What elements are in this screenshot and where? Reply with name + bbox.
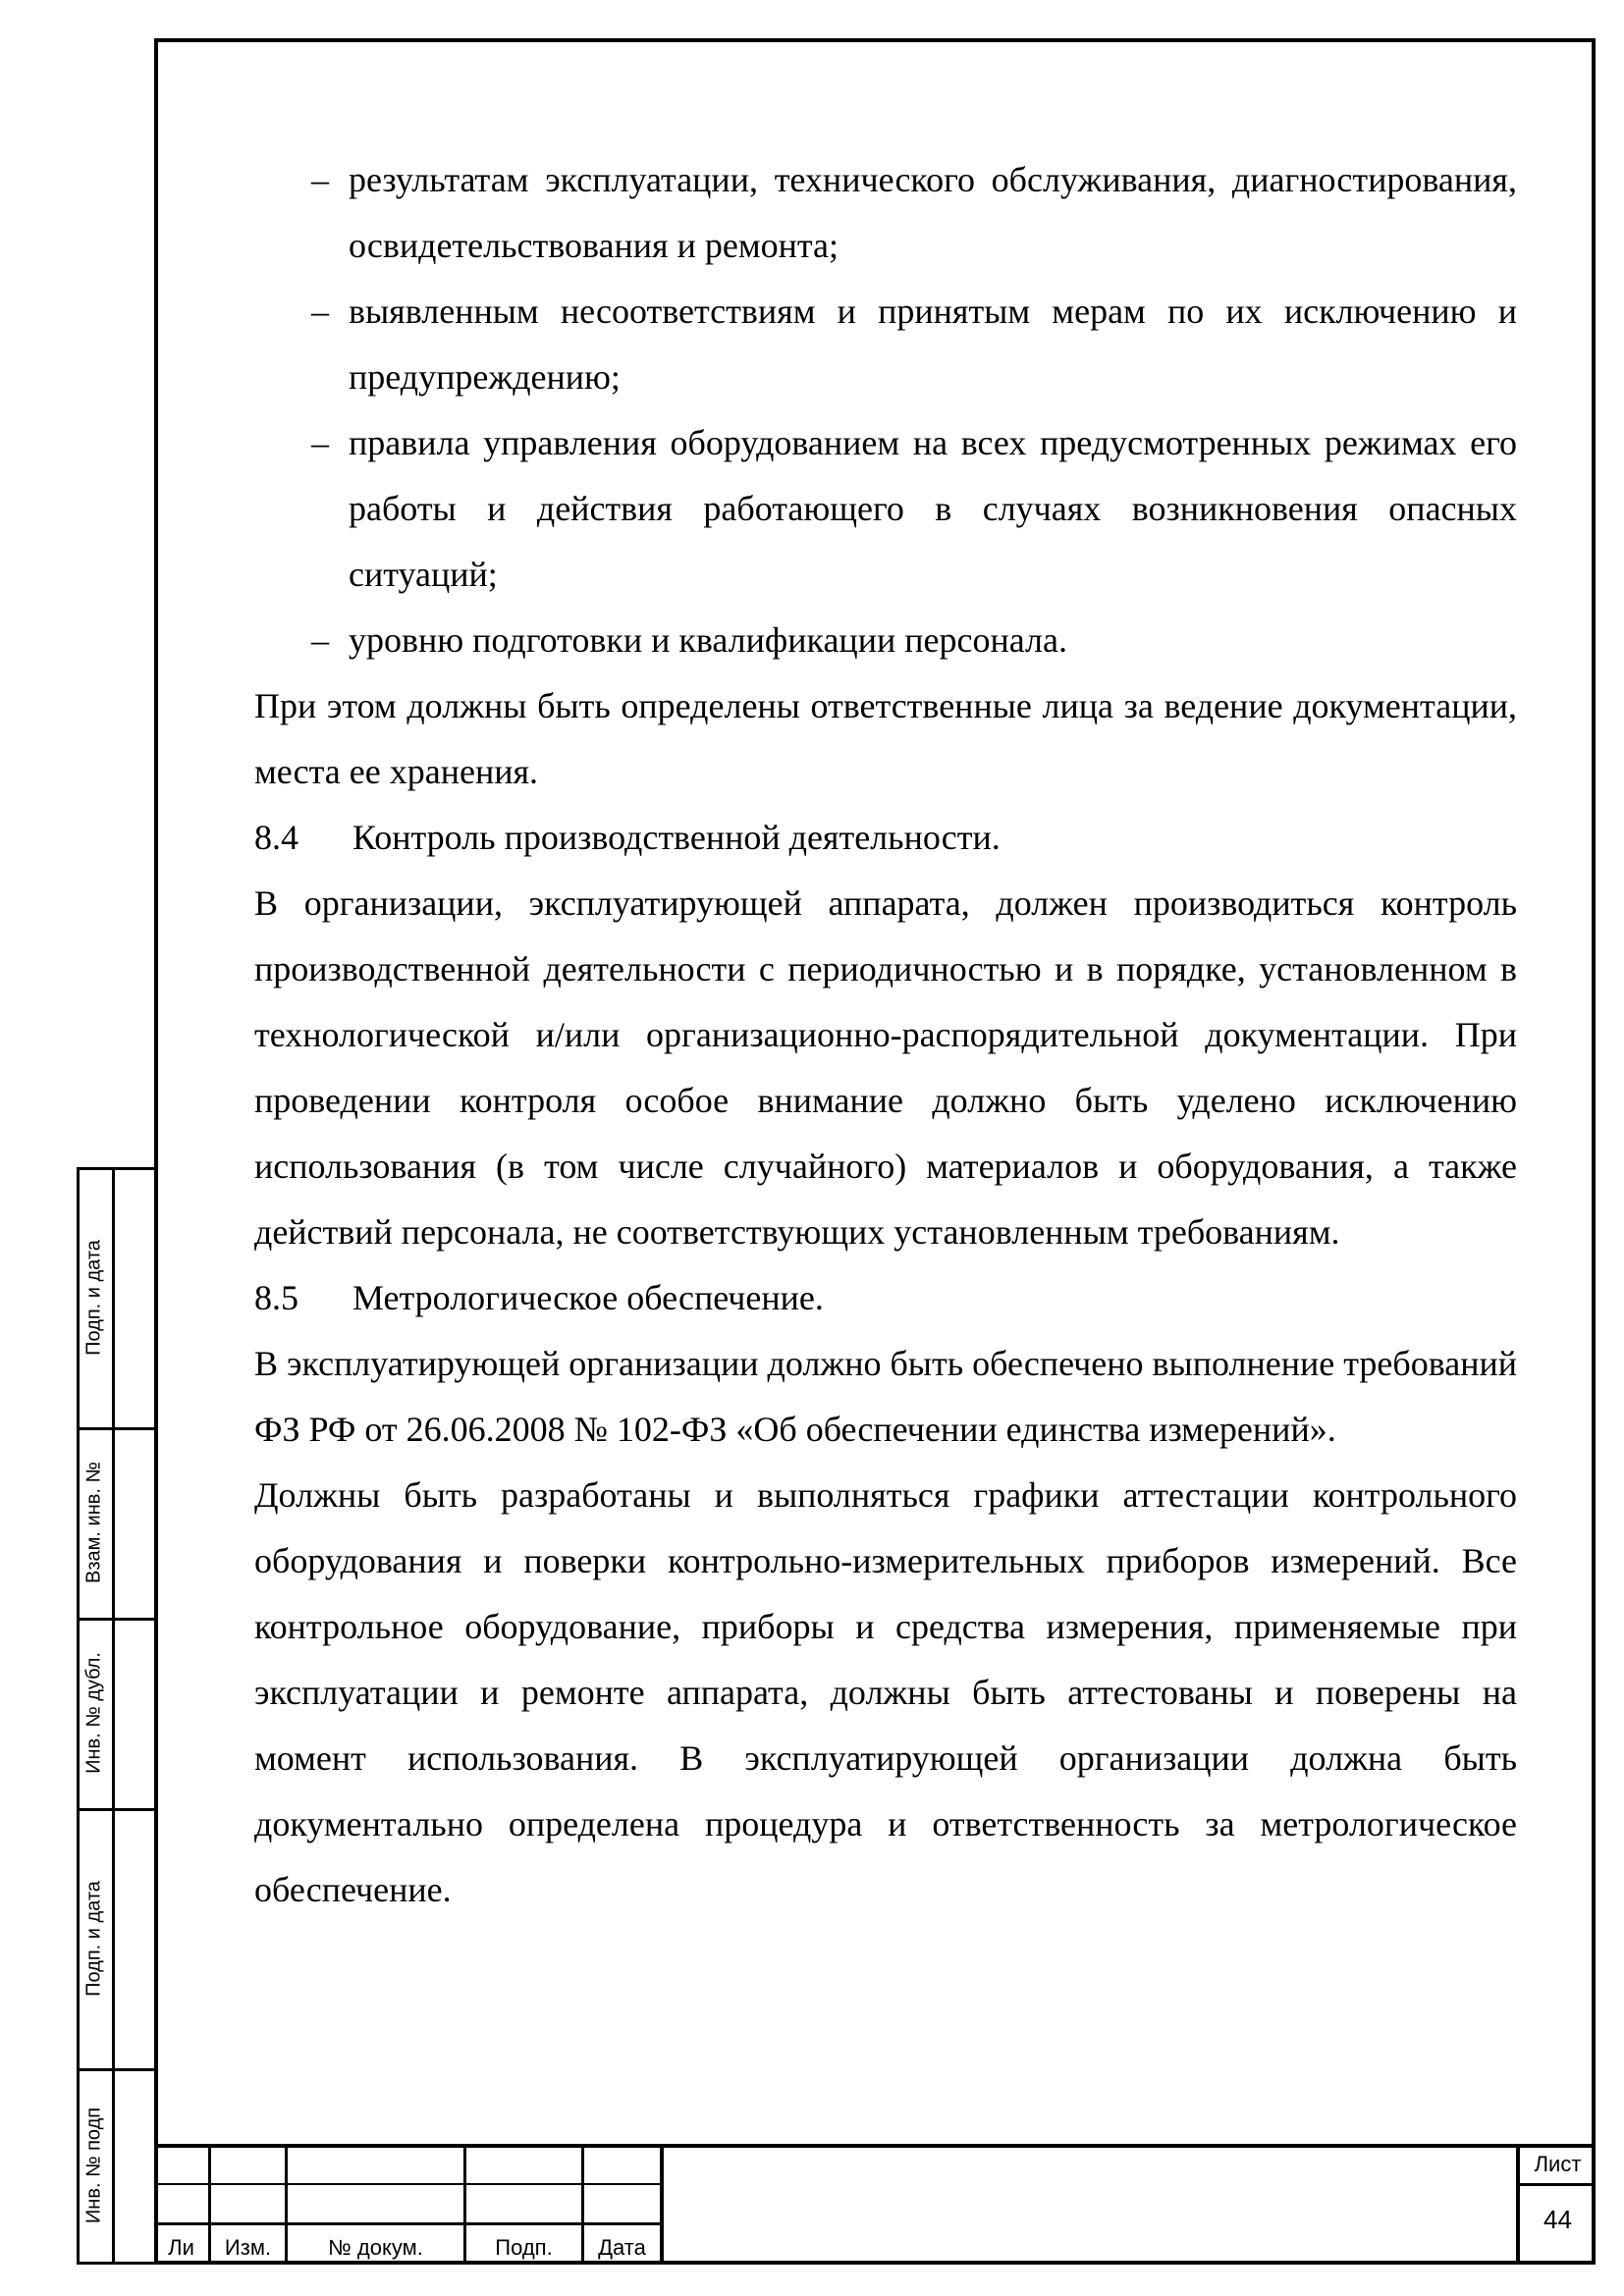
- list-item-text: выявленным несоответствиям и принятым мерам по их исключению и предупреждению;: [349, 292, 1517, 397]
- dash-marker: –: [311, 620, 329, 660]
- paragraph-8-5-b: Должны быть разработаны и выполняться графики аттестации контрольного оборудования и поверки контрольно-измерительных приборов измерений. Все контрольное оборудование, приборы и средства измерения, применяемые при эксплуатации и ремонте аппарата, должны быть аттестованы и поверены на момент использования. В эксплуатирующей организации должна быть документально определена процедура и ответственность за метрологическое обеспечение.: [254, 1475, 1517, 1909]
- document-body: [254, 147, 1517, 1923]
- dash-marker: –: [311, 292, 329, 331]
- title-block-rule: [154, 2144, 1596, 2148]
- side-stamp-rule: [77, 2262, 154, 2265]
- list-item: [254, 608, 1517, 673]
- paragraph-responsible: При этом должны быть определены ответственные лица за ведение документации, места ее хранения.: [254, 686, 1517, 791]
- label-no-dokum: № докум.: [328, 2235, 423, 2260]
- dash-marker: –: [311, 423, 329, 462]
- list-item: [254, 410, 1517, 608]
- list-item: [254, 279, 1517, 410]
- dash-marker: –: [311, 160, 329, 199]
- section-number: 8.5: [254, 1278, 298, 1317]
- label-izm: Изм.: [224, 2235, 272, 2260]
- list-item-text: уровню подготовки и квалификации персонала.: [349, 620, 1067, 660]
- stamp-label-podp-data: Подп. и дата: [82, 1880, 105, 1997]
- list-item-text: правила управления оборудованием на всех предусмотренных режимах его работы и действия работающего в случаях возникновения опасных ситуаций;: [349, 423, 1517, 594]
- paragraph-8-5-a: В эксплуатирующей организации должно быть обеспечено выполнение требований ФЗ РФ от 26.06.2008 № 102-ФЗ «Об обеспечении единства измерений».: [254, 1344, 1517, 1449]
- title-block-rule: [1516, 2183, 1596, 2186]
- stamp-label-inv-podl: Инв. № подп: [82, 2107, 105, 2223]
- section-heading-8-4: [254, 805, 1517, 871]
- section-heading-8-5: [254, 1265, 1517, 1331]
- side-stamp: [77, 1167, 154, 2265]
- label-li: Ли: [168, 2235, 194, 2260]
- paragraph-8-4: В организации, эксплуатирующей аппарата, должен производиться контроль производственной деятельности с периодичностью и в порядке, установленном в технологической и/или организационно-распорядительной документации. При проведении контроля особое внимание должно быть уделено исключению использования (в том числе случайного) материалов и оборудования, а также действий персонала, не соответствующих установленным требованиям.: [254, 883, 1517, 1252]
- side-stamp-divider: [112, 1167, 115, 2265]
- list-item: [254, 147, 1517, 279]
- section-title: Метрологическое обеспечение.: [352, 1278, 824, 1317]
- label-list: Лист: [1534, 2152, 1582, 2176]
- sheet-number: 44: [1543, 2205, 1572, 2234]
- section-number: 8.4: [254, 818, 298, 857]
- section-title: Контроль производственной деятельности.: [352, 818, 1001, 857]
- title-block: [154, 2144, 1596, 2265]
- stamp-label-podp-data: Подп. и дата: [82, 1239, 105, 1356]
- list-item-text: результатам эксплуатации, технического обслуживания, диагностирования, освидетельствования и ремонта;: [349, 160, 1517, 265]
- stamp-label-inv-dubl: Инв. № дубл.: [82, 1652, 105, 1774]
- label-data: Дата: [598, 2235, 646, 2260]
- stamp-label-vzam-inv: Взам. инв. №: [82, 1462, 105, 1583]
- title-block-divider: [660, 2144, 664, 2265]
- label-podp: Подп.: [495, 2235, 553, 2260]
